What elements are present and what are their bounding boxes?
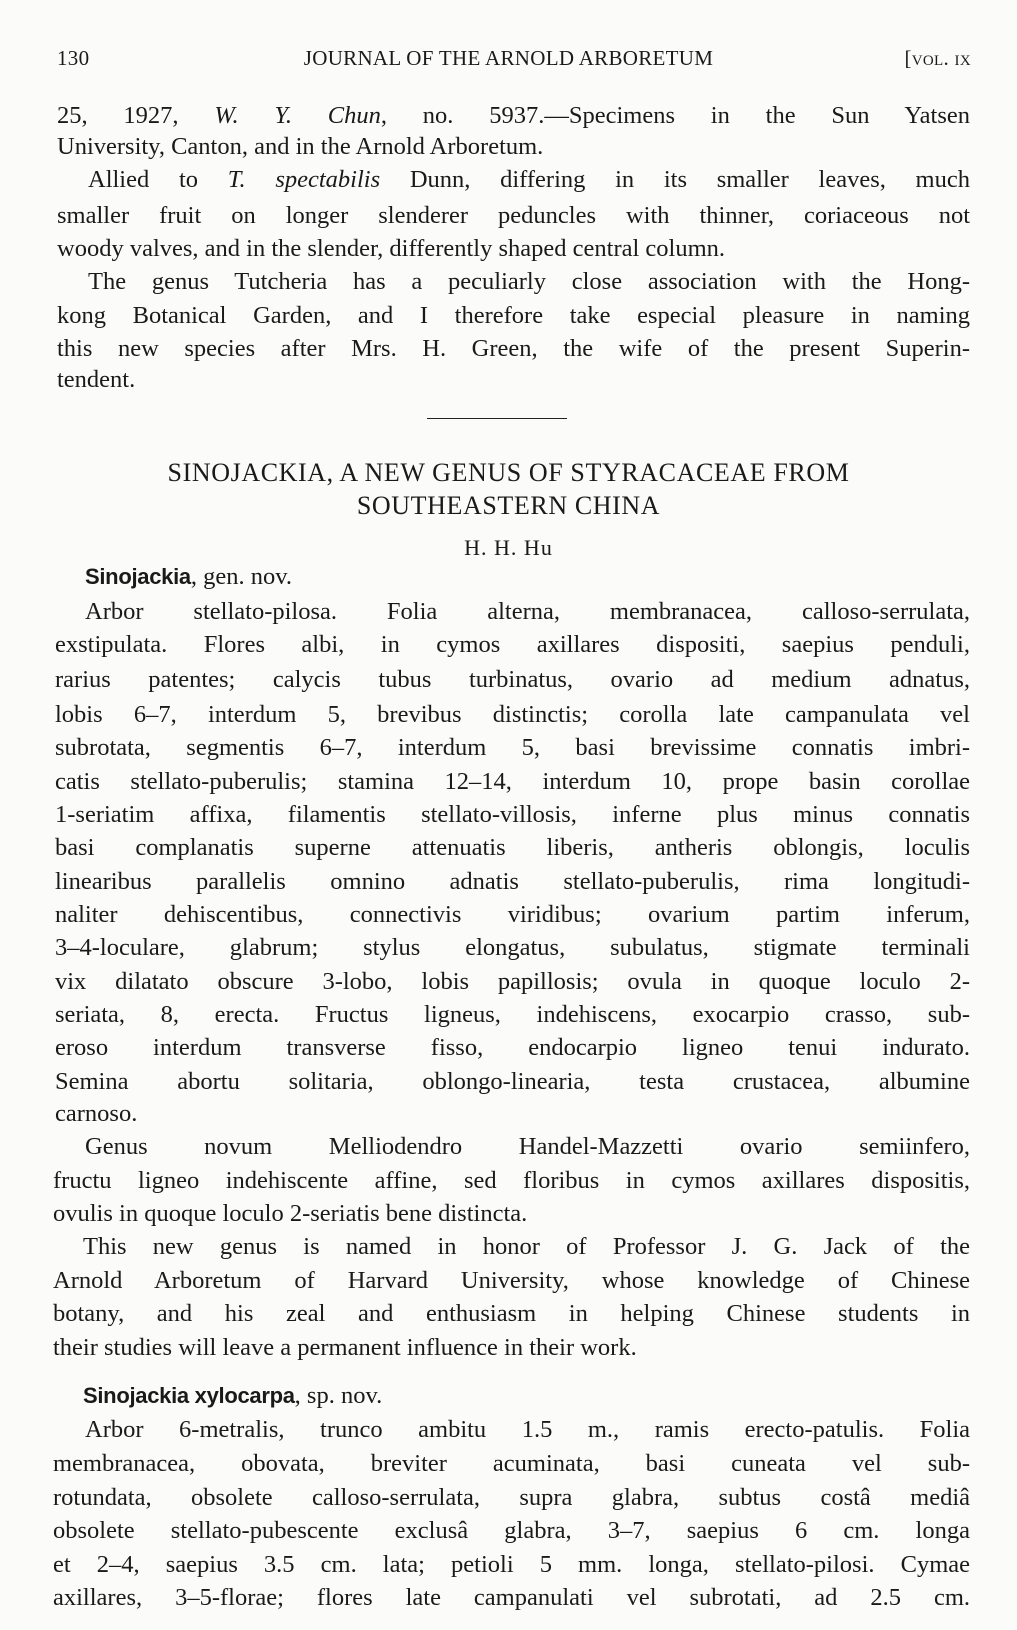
- text-line: [53, 1516, 970, 1546]
- text-line: [53, 1166, 970, 1196]
- text-segment: This new genus is named in honor of Professor J. G. Jack of the: [83, 1233, 970, 1260]
- text-line: [55, 630, 970, 660]
- text-segment: membranacea, obovata, breviter acuminata, basi cuneata vel sub-: [53, 1450, 970, 1477]
- text-segment: linearibus parallelis omnino adnatis stellato-puberulis, rima longitudi-: [55, 868, 970, 895]
- text-line: [85, 597, 970, 627]
- text-line: [57, 132, 970, 162]
- text-line: [57, 234, 970, 264]
- text-line: [53, 1299, 970, 1329]
- text-line: [53, 1199, 970, 1229]
- text-segment: 25, 1927,: [57, 102, 215, 129]
- text-line: [53, 1266, 970, 1296]
- text-segment: basi complanatis superne attenuatis liberis, antheris oblongis, loculis: [55, 834, 970, 861]
- text-segment: kong Botanical Garden, and I therefore take especial pleasure in naming: [57, 302, 970, 329]
- section-divider: [427, 418, 567, 419]
- italic-text: W. Y. Chun: [214, 102, 381, 129]
- text-segment: tendent.: [57, 366, 136, 393]
- text-segment: Arbor 6-metralis, trunco ambitu 1.5 m., ramis erecto-patulis. Folia: [85, 1416, 970, 1443]
- text-segment: The genus Tutcheria has a peculiarly close association with the Hong-: [88, 268, 970, 295]
- text-segment: rarius patentes; calycis tubus turbinatus, ovario ad medium adnatus,: [55, 666, 970, 693]
- text-line: [55, 1000, 970, 1030]
- text-line: [55, 900, 970, 930]
- text-line: [83, 1232, 970, 1262]
- taxon-name: Sinojackia: [85, 564, 191, 589]
- running-head: JOURNAL OF THE ARNOLD ARBORETUM: [303, 46, 714, 70]
- text-segment: rotundata, obsolete calloso-serrulata, supra glabra, subtus costâ mediâ: [53, 1484, 970, 1511]
- text-segment: their studies will leave a permanent influence in their work.: [53, 1334, 637, 1361]
- text-line: [83, 1381, 970, 1411]
- text-segment: SOUTHEASTERN CHINA: [356, 491, 661, 520]
- text-segment: Arnold Arboretum of Harvard University, whose knowledge of Chinese: [53, 1267, 970, 1294]
- text-line: [85, 1415, 970, 1445]
- text-line: [55, 967, 970, 997]
- text-segment: Dunn, differing in its smaller leaves, much: [380, 166, 970, 193]
- text-segment: SINOJACKIA, A NEW GENUS OF STYRACACEAE FROM: [167, 458, 850, 487]
- text-segment: axillares, 3–5-florae; flores late campanulati vel subrotati, ad 2.5 cm.: [53, 1584, 970, 1611]
- volume-label: [vol. ix: [904, 46, 971, 70]
- text-line: [55, 665, 970, 695]
- text-segment: Semina abortu solitaria, oblongo-linearia, testa crustacea, albumine: [55, 1068, 970, 1095]
- text-segment: lobis 6–7, interdum 5, brevibus distinctis; corolla late campanulata vel: [55, 701, 970, 728]
- italic-text: T. spectabilis: [227, 166, 381, 193]
- text-line: [85, 562, 970, 592]
- text-line: [53, 1483, 970, 1513]
- text-segment: Genus novum Melliodendro Handel-Mazzetti ovario semiinfero,: [85, 1133, 970, 1160]
- text-line: [57, 334, 970, 364]
- text-segment: fructu ligneo indehiscente affine, sed floribus in cymos axillares dispositis,: [53, 1167, 970, 1194]
- text-line: [57, 201, 970, 231]
- text-segment: obsolete stellato-pubescente exclusâ glabra, 3–7, saepius 6 cm. longa: [53, 1517, 970, 1544]
- article-title-line: [0, 458, 1017, 488]
- text-line: [55, 800, 970, 830]
- text-line: [53, 1583, 970, 1613]
- text-segment: carnoso.: [55, 1100, 138, 1127]
- page-number: 130: [57, 46, 90, 70]
- text-segment: et 2–4, saepius 3.5 cm. lata; petioli 5 mm. longa, stellato-pilosi. Cymae: [53, 1551, 970, 1578]
- text-line: [55, 767, 970, 797]
- text-segment: 1-seriatim affixa, filamentis stellato-villosis, inferne plus minus connatis: [55, 801, 970, 828]
- text-segment: vix dilatato obscure 3-lobo, lobis papillosis; ovula in quoque loculo 2-: [55, 968, 970, 995]
- text-line: [55, 833, 970, 863]
- text-segment: seriata, 8, erecta. Fructus ligneus, indehiscens, exocarpio crasso, sub-: [55, 1001, 970, 1028]
- text-segment: Arbor stellato-pilosa. Folia alterna, membranacea, calloso-serrulata,: [85, 598, 970, 625]
- text-line: [88, 267, 970, 297]
- taxon-name: Sinojackia xylocarpa: [83, 1383, 295, 1408]
- text-segment: ovulis in quoque loculo 2-seriatis bene distincta.: [53, 1200, 528, 1227]
- text-segment: this new species after Mrs. H. Green, the wife of the present Superin-: [57, 335, 970, 362]
- text-segment: , no. 5937.—Specimens in the Sun Yatsen: [380, 102, 970, 129]
- text-segment: , sp. nov.: [294, 1382, 383, 1409]
- text-line: [57, 365, 970, 395]
- text-line: [55, 1067, 970, 1097]
- text-line: [55, 733, 970, 763]
- text-segment: subrotata, segmentis 6–7, interdum 5, basi brevissime connatis imbri-: [55, 734, 970, 761]
- text-segment: 3–4-loculare, glabrum; stylus elongatus, subulatus, stigmate terminali: [55, 934, 970, 961]
- text-line: [53, 1449, 970, 1479]
- text-line: [55, 933, 970, 963]
- text-segment: smaller fruit on longer slenderer peduncles with thinner, coriaceous not: [57, 202, 970, 229]
- text-line: [57, 101, 970, 131]
- text-line: [55, 867, 970, 897]
- text-line: [55, 1099, 970, 1129]
- text-line: [57, 301, 970, 331]
- text-line: [88, 165, 970, 195]
- text-segment: woody valves, and in the slender, differently shaped central column.: [57, 235, 726, 262]
- text-line: [85, 1132, 970, 1162]
- article-title-line: [0, 491, 1017, 521]
- text-line: [53, 1550, 970, 1580]
- text-line: [55, 700, 970, 730]
- text-segment: catis stellato-puberulis; stamina 12–14, interdum 10, prope basin corollae: [55, 768, 970, 795]
- text-line: [55, 1033, 970, 1063]
- text-segment: exstipulata. Flores albi, in cymos axillares dispositi, saepius penduli,: [55, 631, 970, 658]
- text-segment: eroso interdum transverse fisso, endocarpio ligneo tenui indurato.: [55, 1034, 970, 1061]
- text-line: [53, 1333, 970, 1363]
- article-author: [0, 533, 1017, 563]
- text-segment: naliter dehiscentibus, connectivis viridibus; ovarium partim inferum,: [55, 901, 970, 928]
- text-segment: H. H. Hu: [464, 535, 553, 560]
- text-segment: , gen. nov.: [190, 563, 293, 590]
- text-segment: Allied to: [88, 166, 228, 193]
- text-segment: botany, and his zeal and enthusiasm in helping Chinese students in: [53, 1300, 970, 1327]
- text-segment: University, Canton, and in the Arnold Arboretum.: [57, 133, 544, 160]
